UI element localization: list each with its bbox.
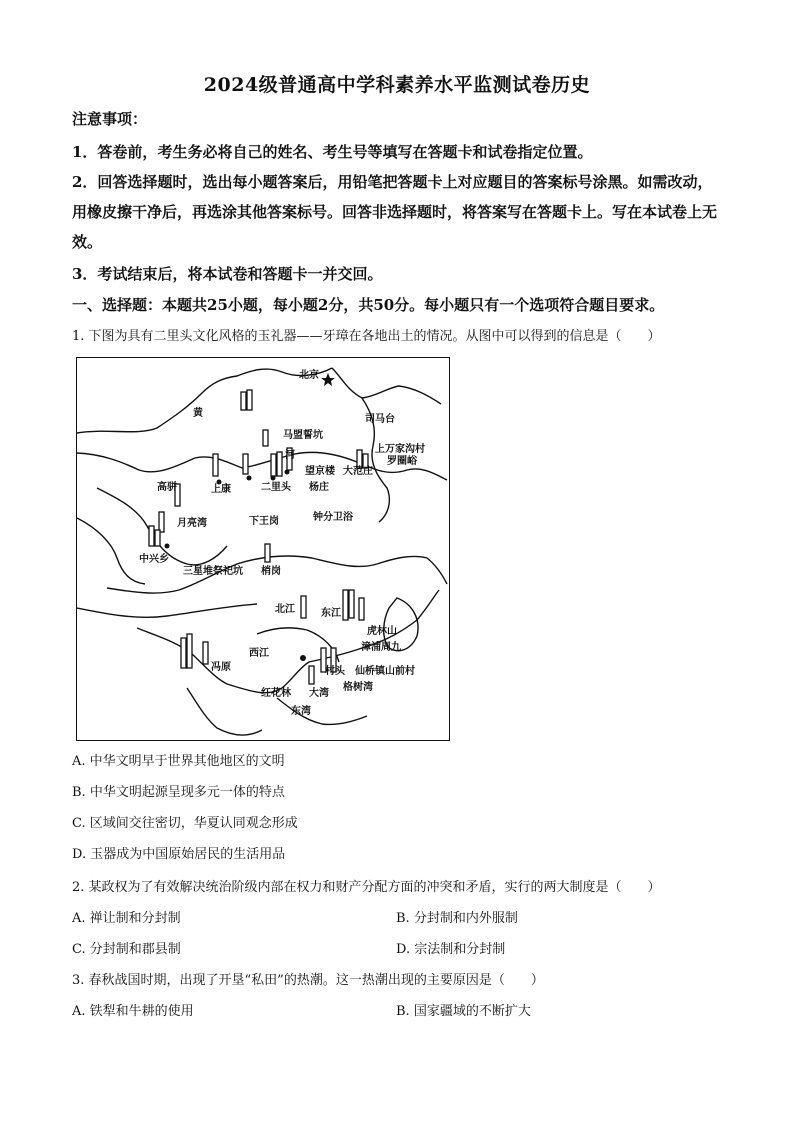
map-label-sanxingdui: 三星堆祭祀坑	[183, 566, 243, 577]
map-label-dongjiang: 东江	[321, 608, 341, 619]
map-label-honghualin: 红花林	[261, 688, 291, 699]
question-1-stem: 1. 下图为具有二里头文化风格的玉礼器——牙璋在各地出土的情况。从图中可以得到的信息是（ ）	[72, 329, 661, 344]
map-label-luotuyu: 罗圈峪	[387, 456, 417, 467]
map-label-cuntou: 村头	[325, 666, 345, 677]
notice-heading: 注意事项：	[72, 110, 148, 128]
map-label-shaogang: 梢岗	[261, 566, 281, 577]
question-2-option-c: C. 分封制和郡县制	[72, 942, 181, 957]
map-label-huang: 黄	[193, 408, 203, 419]
map-label-gaishuwan: 格树湾	[343, 682, 373, 693]
map-label-zhangpuxian: 漳浦周九	[361, 642, 401, 653]
question-1-option-c: C. 区域间交往密切，华夏认同观念形成	[72, 816, 298, 831]
map-label-yuewanwan: 月亮湾	[177, 518, 207, 529]
notice-item-2: 2．回答选择题时，选出每小题答案后，用铅笔把答题卡上对应题目的答案标号涂黑。如需改动，用橡皮擦干净后，再选涂其他答案标号。回答非选择题时，将答案写在答题卡上。写在本试卷上无效。	[72, 173, 718, 251]
beijing-star-icon	[321, 373, 335, 386]
map-label-zhongfenweiyu: 钟分卫浴	[313, 512, 353, 523]
map-label-shangwanjiagoucun: 上万家沟村	[375, 444, 425, 455]
map-label-wangjinglou: 望京楼	[305, 466, 335, 477]
notice-item-1: 1．答卷前，考生务必将自己的姓名、考生号等填写在答题卡和试卷指定位置。	[72, 143, 593, 161]
map-label-xijiang: 西江	[249, 648, 269, 659]
question-3-option-b: B. 国家疆域的不断扩大	[396, 1004, 531, 1019]
map-label-beijiang: 北江	[275, 604, 295, 615]
question-1-option-d: D. 玉器成为中国原始居民的生活用品	[72, 847, 286, 862]
map-label-hulinshan: 虎林山	[367, 626, 397, 637]
question-3-option-a: A. 铁犁和牛耕的使用	[72, 1004, 194, 1019]
question-2-stem: 2. 某政权为了有效解决统治阶级内部在权力和财产分配方面的冲突和矛盾，实行的两大制度是（ ）	[72, 880, 661, 895]
map-label-dawan: 大湾	[309, 688, 329, 699]
map-label-dongwan: 东湾	[291, 706, 311, 717]
map-label-xianqiaozhen: 仙桥镇山前村	[355, 666, 415, 677]
map-label-erlitou: 二里头	[261, 482, 291, 493]
map-label-shangkang: 上康	[211, 484, 231, 495]
map-label-gaopian: 高骈	[157, 482, 177, 493]
map-label-xiawanggang: 下王岗	[249, 516, 279, 527]
section-1-heading: 一、选择题：本题共25小题，每小题2分，共50分。每小题只有一个选项符合题目要求。	[72, 296, 665, 314]
jade-zhang-distribution-map	[76, 357, 450, 741]
question-1-option-a: A. 中华文明早于世界其他地区的文明	[72, 754, 285, 769]
map-label-he: 河	[285, 450, 295, 461]
question-2-option-b: B. 分封制和内外服制	[396, 911, 518, 926]
question-1-option-b: B. 中华文明起源呈现多元一体的特点	[72, 785, 285, 800]
map-label-simatai: 司马台	[365, 414, 395, 425]
map-label-yangzhuang: 杨庄	[309, 482, 329, 493]
question-2-option-a: A. 禅让制和分封制	[72, 911, 181, 926]
map-label-dafanzhuang: 大范庄	[343, 466, 373, 477]
notice-item-3: 3．考试结束后，将本试卷和答题卡一并交回。	[72, 265, 383, 283]
map-label-beijing: 北京	[299, 370, 319, 381]
question-2-option-d: D. 宗法制和分封制	[396, 942, 506, 957]
map-label-fengyuan: 冯原	[211, 662, 231, 673]
map-label-zhongxingxiang: 中兴乡	[139, 554, 169, 565]
exam-title: 2024级普通高中学科素养水平监测试卷历史	[203, 74, 591, 96]
map-label-mamengshikeng: 马盟誓坑	[283, 430, 323, 441]
question-3-stem: 3. 春秋战国时期，出现了开垦“私田”的热潮。这一热潮出现的主要原因是（ ）	[72, 973, 544, 988]
